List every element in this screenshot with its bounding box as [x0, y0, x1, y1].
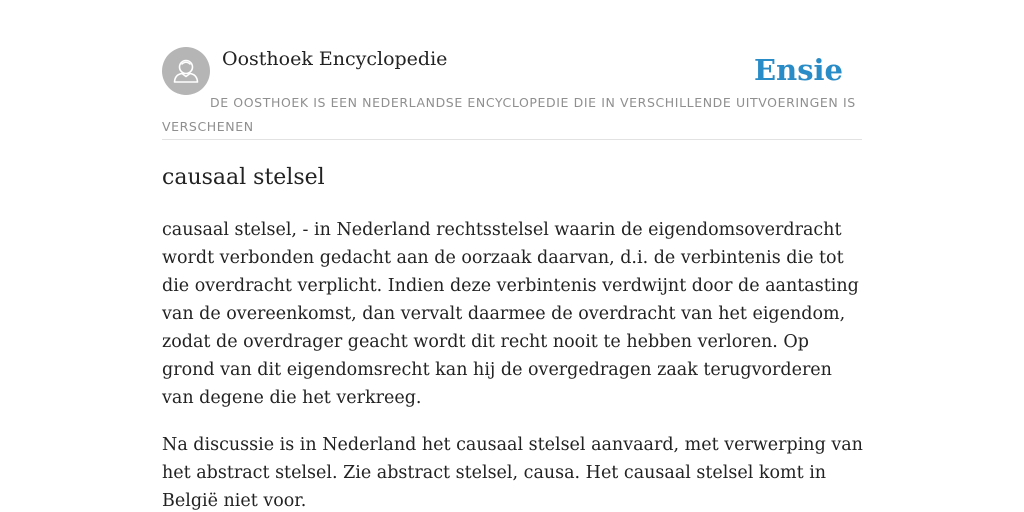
source-title[interactable]: Oosthoek Encyclopedie: [222, 48, 448, 70]
source-header: [162, 47, 862, 140]
source-avatar[interactable]: [162, 47, 210, 95]
entry-content: [162, 216, 864, 512]
source-description: DE OOSTHOEK IS EEN NEDERLANDSE ENCYCLOPEDIE DIE IN VERSCHILLENDE UITVOERINGEN IS VERSCHENEN: [162, 95, 856, 134]
entry-paragraph: causaal stelsel, - in Nederland rechtsstelsel waarin de eigendomsoverdracht wordt verbonden gedacht aan de oorzaak daarvan, d.i. de verbintenis die tot die overdracht verplicht. Indien deze verbintenis verdwijnt door de aantasting van de overeenkomst, dan vervalt daarmee de overdracht van het eigendom, zodat de overdrager geacht wordt dit recht nooit te hebben verloren. Op grond van dit eigendomsrecht kan hij de overgedragen zaak terugvorderen van degene die het verkreeg.: [162, 220, 859, 408]
entry-paragraph: Na discussie is in Nederland het causaal stelsel aanvaard, met verwerping van het abstract stelsel. Zie abstract stelsel, causa. Het causaal stelsel komt in België niet voor.: [162, 435, 863, 511]
user-icon: [162, 47, 210, 95]
ensie-logo[interactable]: Ensie: [754, 53, 843, 87]
entry-title: causaal stelsel: [162, 165, 325, 190]
